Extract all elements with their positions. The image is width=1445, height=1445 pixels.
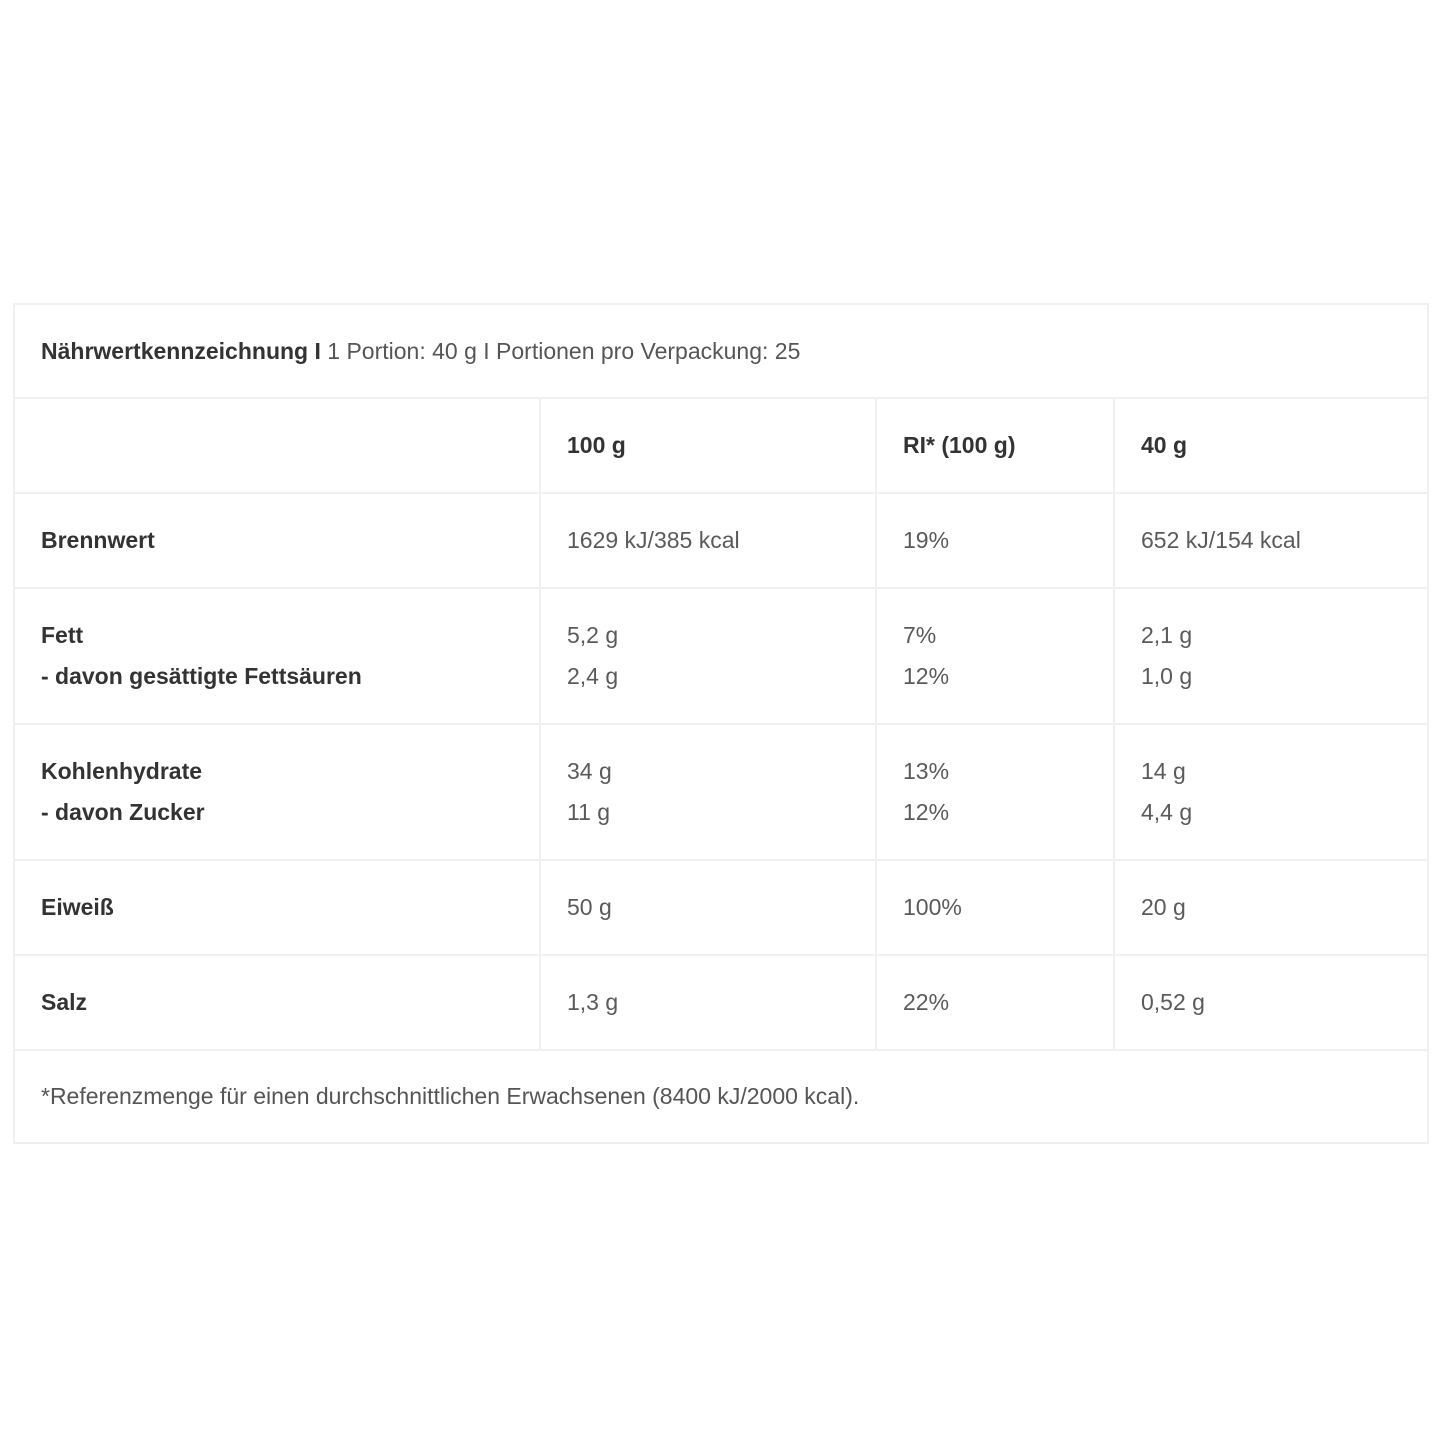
per-100g-cell (539, 725, 875, 859)
table-row (15, 589, 1427, 725)
table-row (15, 494, 1427, 589)
nutrient-cell (15, 725, 539, 859)
ri-cell (875, 589, 1113, 723)
header-cell-per-100g: 100 g (539, 399, 875, 492)
nutrient-label: Eiweiß (41, 894, 114, 920)
table-title (15, 305, 1427, 399)
per-100g-value: 50 g (567, 894, 612, 920)
per-portion-cell (1113, 725, 1427, 859)
table-title-bold: Nährwertkennzeichnung I (41, 337, 321, 364)
per-100g-value: 5,2 g (567, 622, 619, 648)
nutrient-sublabel: - davon gesättigte Fettsäuren (41, 663, 362, 689)
nutrient-cell (15, 589, 539, 723)
ri-subvalue: 12% (903, 799, 950, 825)
per-100g-cell (539, 589, 875, 723)
per-portion-cell (1113, 956, 1427, 1049)
table-title-rest: 1 Portion: 40 g I Portionen pro Verpackung: 25 (320, 337, 801, 364)
per-portion-value: 652 kJ/154 kcal (1141, 527, 1301, 553)
per-portion-cell (1113, 589, 1427, 723)
per-portion-cell (1113, 494, 1427, 587)
per-portion-value: 14 g (1141, 758, 1186, 784)
ri-value: 13% (903, 758, 950, 784)
per-portion-cell (1113, 861, 1427, 954)
per-100g-value: 34 g (567, 758, 612, 784)
table-row (15, 861, 1427, 956)
nutrient-label: Brennwert (41, 527, 155, 553)
nutrient-cell (15, 956, 539, 1049)
ri-value: 100% (903, 894, 962, 920)
header-cell-nutrient (15, 399, 539, 492)
per-100g-value: 1629 kJ/385 kcal (567, 527, 740, 553)
nutrient-label: Kohlenhydrate (41, 758, 203, 784)
per-100g-cell (539, 494, 875, 587)
ri-subvalue: 12% (903, 663, 950, 689)
ri-value: 22% (903, 989, 950, 1015)
nutrient-cell (15, 494, 539, 587)
ri-cell (875, 494, 1113, 587)
nutrition-table (13, 303, 1429, 1144)
header-cell-ri: RI* (100 g) (875, 399, 1113, 492)
header-cell-per-portion: 40 g (1113, 399, 1427, 492)
per-portion-subvalue: 4,4 g (1141, 799, 1193, 825)
ri-cell (875, 725, 1113, 859)
ri-value: 19% (903, 527, 950, 553)
per-100g-subvalue: 2,4 g (567, 663, 619, 689)
per-100g-cell (539, 861, 875, 954)
per-portion-subvalue: 1,0 g (1141, 663, 1193, 689)
table-row (15, 725, 1427, 861)
per-100g-subvalue: 11 g (567, 799, 611, 825)
per-100g-cell (539, 956, 875, 1049)
ri-cell (875, 956, 1113, 1049)
header-row (15, 399, 1427, 494)
ri-cell (875, 861, 1113, 954)
ri-value: 7% (903, 622, 937, 648)
nutrient-label: Salz (41, 989, 88, 1015)
nutrient-label: Fett (41, 622, 84, 648)
table-row (15, 956, 1427, 1051)
nutrient-cell (15, 861, 539, 954)
per-portion-value: 20 g (1141, 894, 1186, 920)
per-portion-value: 0,52 g (1141, 989, 1205, 1015)
footnote: *Referenzmenge für einen durchschnittlichen Erwachsenen (8400 kJ/2000 kcal). (41, 1083, 860, 1109)
nutrient-sublabel: - davon Zucker (41, 799, 205, 825)
per-100g-value: 1,3 g (567, 989, 619, 1015)
per-portion-value: 2,1 g (1141, 622, 1193, 648)
